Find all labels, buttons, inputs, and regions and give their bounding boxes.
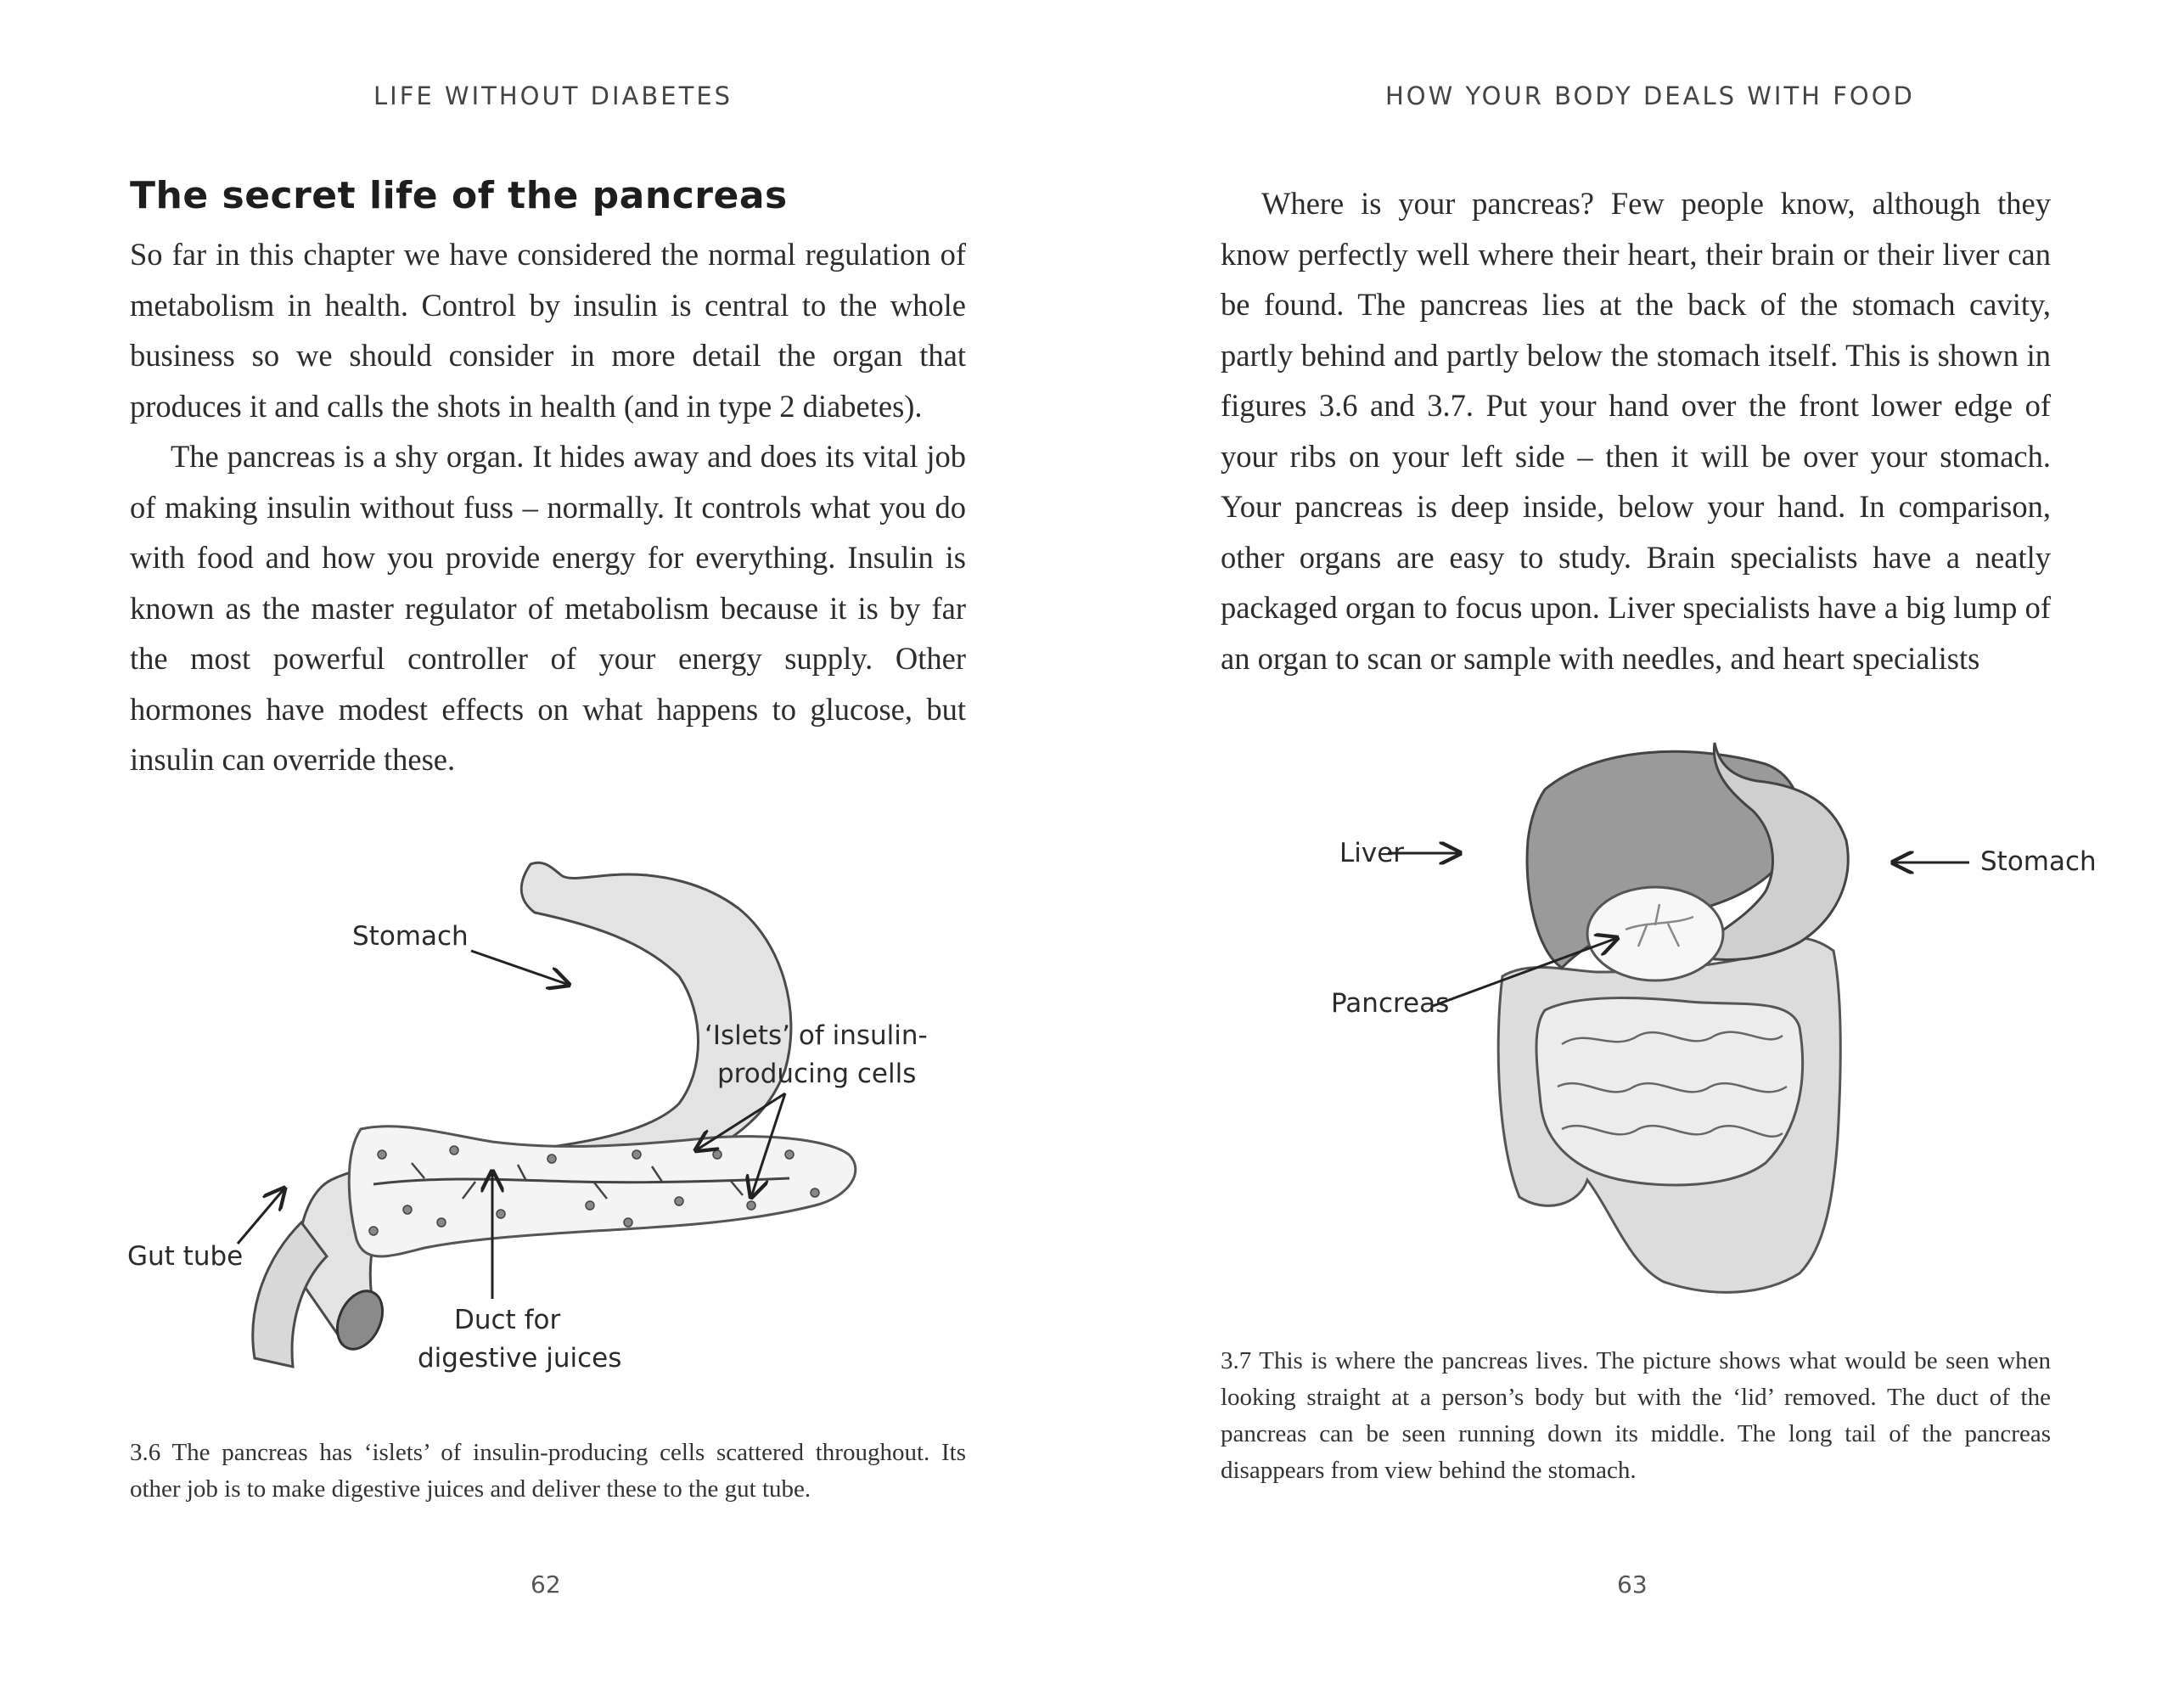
abdomen-figure bbox=[1290, 739, 2097, 1316]
label-gut-tube: Gut tube bbox=[127, 1241, 244, 1272]
label-islets-line2: producing cells bbox=[717, 1059, 917, 1089]
label-stomach: Stomach bbox=[1980, 846, 2097, 877]
figure-caption-3-7: 3.7 This is where the pancreas lives. The picture shows what would be seen when looking straight at a person’s body but with the ‘lid’ removed. The duct of the pancreas can be seen running down its middle. The long tail of the pancreas disappears from view behind the stomach. bbox=[1221, 1347, 2051, 1484]
page-number: 63 bbox=[1617, 1570, 1648, 1598]
right-body-text bbox=[1221, 178, 2051, 683]
label-islets-line1: ‘Islets’ of insulin- bbox=[705, 1020, 928, 1051]
paragraph: So far in this chapter we have considered the normal regulation of metabolism in health. Control by insulin is central to the whole business so we should consider in more detail the organ that produces it and calls the shots in health (and in type 2 diabetes). bbox=[130, 237, 966, 424]
paragraph: Where is your pancreas? Few people know, although they know perfectly well where their heart, their brain or their liver can be found. The pancreas lies at the back of the stomach cavity, partly behind and partly below the stomach itself. This is shown in figures 3.6 and 3.7. Put your hand over the front lower edge of your ribs on your left side – then it will be over your stomach. Your pancreas is deep inside, below your hand. In comparison, other organs are easy to study. Brain specialists have a neatly packaged organ to focus upon. Liver specialists have a big lump of an organ to scan or sample with needles, and heart specialists bbox=[1221, 186, 2051, 676]
section-heading: The secret life of the pancreas bbox=[130, 174, 788, 217]
label-pancreas: Pancreas bbox=[1331, 988, 1450, 1019]
label-stomach: Stomach bbox=[352, 921, 469, 952]
figure-caption-3-6: 3.6 The pancreas has ‘islets’ of insulin-producing cells scattered throughout. Its other job is to make digestive juices and deliver these to the gut tube. bbox=[130, 1439, 966, 1503]
paragraph: The pancreas is a shy organ. It hides away and does its vital job of making insulin without fuss – normally. It controls what you do with food and how you provide energy for everything. Insulin is known as the master regulator of metabolism because it is by far the most powerful controller of your energy supply. Other hormones have modest effects on what happens to glucose, but insulin can override these. bbox=[130, 439, 966, 777]
running-head-left: LIFE WITHOUT DIABETES bbox=[373, 81, 733, 110]
pancreas-figure bbox=[119, 849, 985, 1392]
label-duct-line1: Duct for bbox=[454, 1305, 561, 1335]
left-page bbox=[0, 0, 1086, 1708]
right-page bbox=[1086, 0, 2173, 1708]
running-head-right: HOW YOUR BODY DEALS WITH FOOD bbox=[1385, 81, 1915, 110]
label-duct-line2: digestive juices bbox=[418, 1343, 622, 1374]
pancreas-shape bbox=[1587, 887, 1723, 980]
left-body-text bbox=[130, 229, 966, 785]
label-liver: Liver bbox=[1339, 838, 1405, 868]
page-number: 62 bbox=[531, 1570, 561, 1598]
